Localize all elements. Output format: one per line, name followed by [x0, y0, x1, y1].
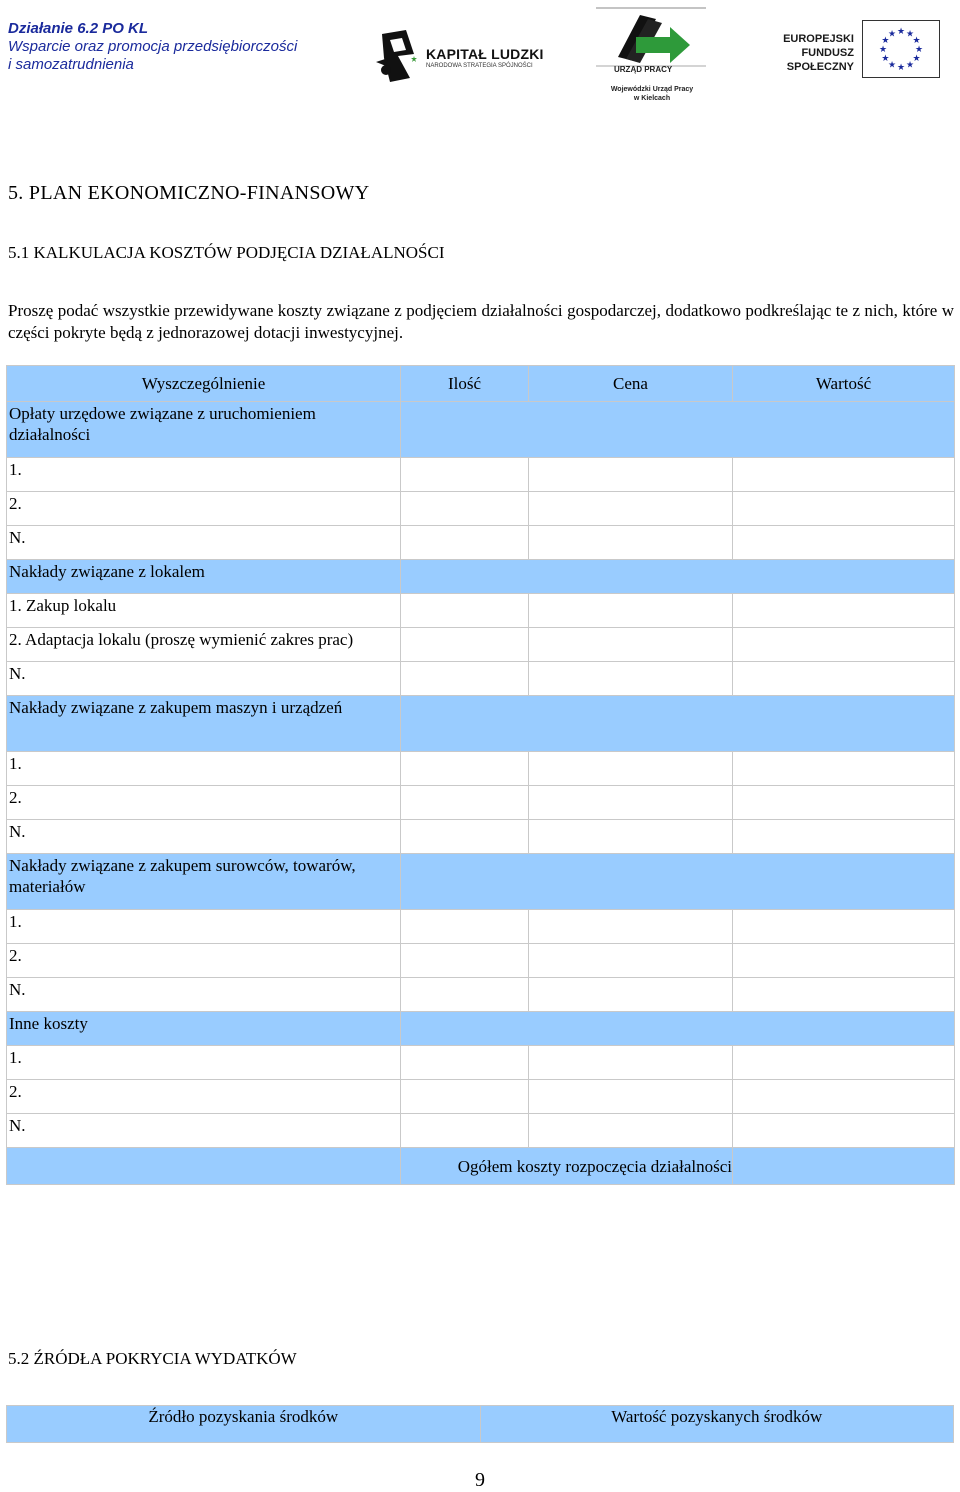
row-label: 2. — [7, 1080, 401, 1114]
table-row — [7, 752, 955, 786]
row-label: N. — [7, 820, 401, 854]
quantity-cell[interactable] — [401, 752, 529, 786]
total-value-cell[interactable] — [733, 1148, 955, 1185]
value-cell[interactable] — [733, 492, 955, 526]
header-obtained-value: Wartość pozyskanych środków — [480, 1406, 954, 1443]
row-label: N. — [7, 662, 401, 696]
price-cell[interactable] — [529, 1080, 733, 1114]
table-row — [7, 458, 955, 492]
eu-star-icon: ★ — [896, 26, 906, 36]
value-cell[interactable] — [733, 786, 955, 820]
efs-logo-text — [744, 32, 854, 74]
quantity-cell[interactable] — [401, 628, 529, 662]
urzad-pracy-emblem-icon — [596, 7, 706, 67]
price-cell[interactable] — [529, 978, 733, 1012]
row-label: 1. — [7, 458, 401, 492]
eu-star-icon: ★ — [912, 35, 921, 45]
efs-line2: FUNDUSZ SPOŁECZNY — [786, 47, 854, 73]
price-cell[interactable] — [529, 628, 733, 662]
row-label: N. — [7, 1114, 401, 1148]
eu-star-icon: ★ — [914, 44, 924, 54]
price-cell[interactable] — [529, 662, 733, 696]
quantity-cell[interactable] — [401, 458, 529, 492]
cost-calculation-table — [6, 365, 955, 1185]
category-spacer — [401, 696, 955, 752]
price-cell[interactable] — [529, 492, 733, 526]
category-row — [7, 560, 955, 594]
value-cell[interactable] — [733, 458, 955, 492]
price-cell[interactable] — [529, 944, 733, 978]
value-cell[interactable] — [733, 944, 955, 978]
eu-stars-icon — [863, 21, 939, 77]
program-title: Działanie 6.2 PO KL — [8, 20, 149, 37]
row-label: 1. — [7, 1046, 401, 1080]
header-specification: Wyszczególnienie — [7, 366, 401, 402]
category-spacer — [401, 402, 955, 458]
wup-label-line1: Wojewódzki Urząd Pracy — [610, 86, 694, 93]
row-label: 1. Zakup lokalu — [7, 594, 401, 628]
quantity-cell[interactable] — [401, 944, 529, 978]
urzad-pracy-logo — [596, 7, 706, 103]
table-row — [7, 910, 955, 944]
category-label: Nakłady związane z lokalem — [7, 560, 401, 594]
funding-sources-table — [6, 1405, 954, 1443]
row-label: 1. — [7, 752, 401, 786]
total-label: Ogółem koszty rozpoczęcia działalności — [401, 1148, 733, 1185]
total-spacer — [7, 1148, 401, 1185]
table-row — [7, 594, 955, 628]
eu-star-icon: ★ — [905, 28, 915, 39]
value-cell[interactable] — [733, 978, 955, 1012]
value-cell[interactable] — [733, 594, 955, 628]
sources-header-row — [7, 1406, 954, 1443]
row-label: N. — [7, 978, 401, 1012]
price-cell[interactable] — [529, 752, 733, 786]
price-cell[interactable] — [529, 458, 733, 492]
header-value: Wartość — [733, 366, 955, 402]
wup-label — [604, 85, 700, 103]
price-cell[interactable] — [529, 910, 733, 944]
value-cell[interactable] — [733, 628, 955, 662]
program-subtitle-2: i samozatrudnienia — [8, 56, 134, 73]
value-cell[interactable] — [733, 526, 955, 560]
table-row — [7, 492, 955, 526]
eu-star-icon: ★ — [896, 62, 906, 72]
table-row — [7, 786, 955, 820]
row-label: 2. — [7, 944, 401, 978]
intro-paragraph: Proszę podać wszystkie przewidywane koszty związane z podjęciem działalności gospodarczej, dodatkowo podkreślając te z nich, które w części pokryte będą z jednorazowej dotacji inwestycyjnej. — [8, 301, 954, 342]
price-cell[interactable] — [529, 594, 733, 628]
row-label: 2. Adaptacja lokalu (proszę wymienić zakres prac) — [7, 628, 401, 662]
table-row — [7, 628, 955, 662]
category-row — [7, 402, 955, 458]
quantity-cell[interactable] — [401, 1114, 529, 1148]
quantity-cell[interactable] — [401, 662, 529, 696]
category-spacer — [401, 560, 955, 594]
price-cell[interactable] — [529, 526, 733, 560]
efs-line1: EUROPEJSKI — [783, 33, 854, 45]
value-cell[interactable] — [733, 910, 955, 944]
table-row — [7, 1046, 955, 1080]
header-quantity: Ilość — [401, 366, 529, 402]
subsection-title: 5.1 KALKULACJA KOSZTÓW PODJĘCIA DZIAŁALNOŚCI — [8, 243, 445, 262]
row-label: 1. — [7, 910, 401, 944]
row-label: N. — [7, 526, 401, 560]
value-cell[interactable] — [733, 752, 955, 786]
category-label: Inne koszty — [7, 1012, 401, 1046]
eu-flag-logo — [862, 20, 940, 78]
value-cell[interactable] — [733, 1046, 955, 1080]
category-row — [7, 854, 955, 910]
category-label: Opłaty urzędowe związane z uruchomieniem działalności — [7, 402, 401, 458]
table-header-row — [7, 366, 955, 402]
table-row — [7, 1080, 955, 1114]
quantity-cell[interactable] — [401, 594, 529, 628]
quantity-cell[interactable] — [401, 492, 529, 526]
header-price: Cena — [529, 366, 733, 402]
eu-star-icon: ★ — [905, 59, 915, 70]
page-number: 9 — [475, 1469, 485, 1491]
row-label: 2. — [7, 492, 401, 526]
category-row — [7, 1012, 955, 1046]
value-cell[interactable] — [733, 662, 955, 696]
price-cell[interactable] — [529, 786, 733, 820]
price-cell[interactable] — [529, 1114, 733, 1148]
value-cell[interactable] — [733, 1114, 955, 1148]
price-cell[interactable] — [529, 820, 733, 854]
kapital-ludzki-emblem-icon — [376, 28, 424, 84]
kapital-ludzki-logo — [376, 28, 546, 84]
kapital-ludzki-subtitle: NARODOWA STRATEGIA SPÓJNOŚCI — [426, 63, 533, 69]
table-row — [7, 820, 955, 854]
table-row — [7, 662, 955, 696]
total-row — [7, 1148, 955, 1185]
program-subtitle-1: Wsparcie oraz promocja przedsiębiorczości — [8, 38, 298, 55]
value-cell[interactable] — [733, 1080, 955, 1114]
document-header — [8, 20, 297, 74]
category-label: Nakłady związane z zakupem surowców, towarów, materiałów — [7, 854, 401, 910]
table-row — [7, 978, 955, 1012]
urzad-pracy-label: URZĄD PRACY — [614, 65, 673, 74]
category-row — [7, 696, 955, 752]
quantity-cell[interactable] — [401, 910, 529, 944]
price-cell[interactable] — [529, 1046, 733, 1080]
value-cell[interactable] — [733, 820, 955, 854]
eu-star-icon: ★ — [887, 28, 897, 39]
category-label: Nakłady związane z zakupem maszyn i urządzeń — [7, 696, 401, 752]
quantity-cell[interactable] — [401, 526, 529, 560]
table-row — [7, 526, 955, 560]
eu-star-icon: ★ — [878, 44, 888, 54]
quantity-cell[interactable] — [401, 978, 529, 1012]
quantity-cell[interactable] — [401, 1046, 529, 1080]
category-spacer — [401, 1012, 955, 1046]
quantity-cell[interactable] — [401, 1080, 529, 1114]
table-row — [7, 1114, 955, 1148]
quantity-cell[interactable] — [401, 786, 529, 820]
eu-star-icon: ★ — [881, 35, 890, 45]
quantity-cell[interactable] — [401, 820, 529, 854]
section-title: 5. PLAN EKONOMICZNO-FINANSOWY — [8, 182, 370, 204]
kapital-ludzki-title: KAPITAŁ LUDZKI — [426, 46, 544, 62]
table-row — [7, 944, 955, 978]
header-source: Źródło pozyskania środków — [7, 1406, 481, 1443]
subsection2-title: 5.2 ŹRÓDŁA POKRYCIA WYDATKÓW — [8, 1349, 297, 1368]
wup-label-line2: w Kielcach — [633, 95, 671, 102]
category-spacer — [401, 854, 955, 910]
row-label: 2. — [7, 786, 401, 820]
eu-star-icon: ★ — [887, 59, 897, 70]
eu-star-icon: ★ — [881, 53, 890, 63]
eu-star-icon: ★ — [912, 53, 921, 63]
